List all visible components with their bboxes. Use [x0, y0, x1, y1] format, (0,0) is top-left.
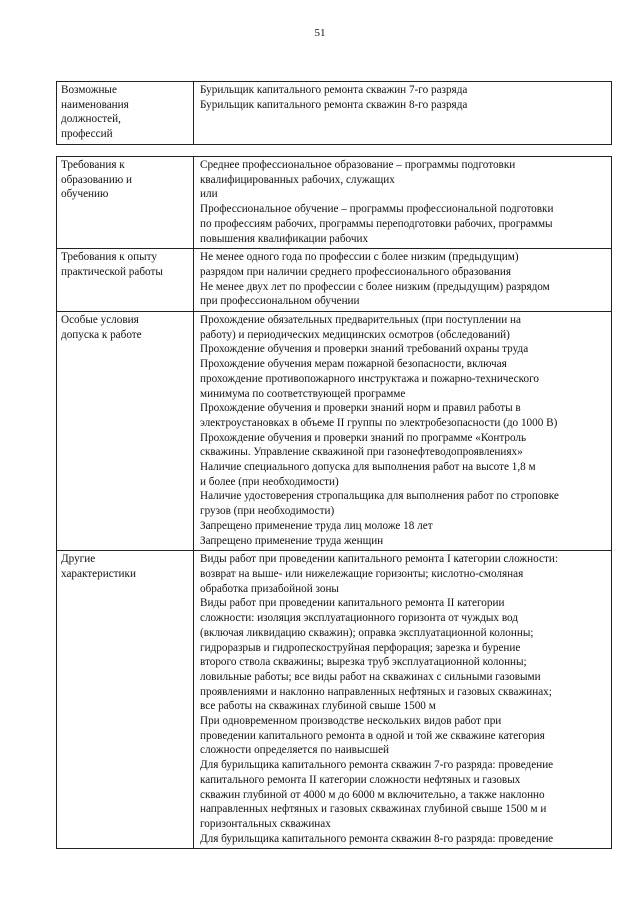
- row-value: [194, 157, 612, 249]
- value-line: Виды работ при проведении капитального ремонта I категории сложности:: [200, 553, 558, 566]
- value-line: Прохождение обучения мерам пожарной безопасности, включая: [200, 358, 507, 371]
- value-line: Среднее профессиональное образование – программы подготовки: [200, 159, 516, 171]
- value-line: скважины. Управление скважиной при газонефтеводопроявлениях»: [200, 446, 523, 459]
- row-label: [57, 82, 194, 145]
- value-line: проявлениями и наклонно направленных нефтяных и газовых скважинах;: [200, 685, 552, 698]
- value-line: капитального ремонта II категории сложности нефтяных и газовых: [200, 773, 521, 786]
- value-line: сложности определяется по наивысшей: [200, 744, 390, 757]
- table-row: [57, 249, 612, 312]
- value-line: Прохождение обучения и проверки знаний по программе «Контроль: [200, 431, 527, 444]
- value-line: обработка призабойной зоны: [200, 582, 339, 595]
- table-row: [57, 551, 612, 849]
- value-line: повышения квалификации рабочих: [200, 232, 369, 245]
- value-line: все работы на скважинах глубиной свыше 1500 м: [200, 700, 436, 713]
- value-line: Прохождение обязательных предварительных (при поступлении на: [200, 314, 521, 327]
- value-line: Прохождение обучения и проверки знаний требований охраны труда: [200, 343, 529, 356]
- row-label: [57, 249, 194, 312]
- value-line: прохождение противопожарного инструктажа и пожарно-технического: [200, 372, 540, 385]
- row-label: [57, 157, 194, 249]
- label-line: должностей,: [61, 113, 121, 126]
- label-line: обучению: [61, 188, 109, 201]
- label-line: Другие: [61, 553, 96, 566]
- label-line: характеристики: [61, 567, 136, 580]
- value-line: гидроразрыв и гидропескоструйная перфорация; зарезка и бурение: [200, 641, 521, 654]
- row-label: [57, 551, 194, 849]
- label-line: Особые условия: [61, 314, 139, 327]
- value-line: ловильные работы; все виды работ на скважинах с сильными газовыми: [200, 670, 541, 683]
- label-line: практической работы: [61, 265, 163, 278]
- value-line: второго ствола скважины; вырезка труб эксплуатационной колонны;: [200, 656, 527, 669]
- value-line: при профессиональном обучении: [200, 295, 360, 308]
- row-value: [194, 249, 612, 312]
- row-label: [57, 312, 194, 551]
- value-line: Профессиональное обучение – программы профессиональной подготовки: [200, 203, 554, 216]
- value-line: Запрещено применение труда лиц моложе 18 лет: [200, 519, 433, 532]
- value-line: Для бурильщика капитального ремонта скважин 8-го разряда: проведение: [200, 832, 554, 845]
- value-line: минимума по соответствующей программе: [200, 387, 406, 400]
- value-line: разрядом при наличии среднего профессионального образования: [200, 265, 511, 278]
- occupation-names-table: [56, 81, 612, 145]
- table-row: [57, 312, 612, 551]
- value-line: Наличие удостоверения стропальщика для выполнения работ по строповке: [200, 490, 559, 503]
- value-line: Наличие специального допуска для выполнения работ на высоте 1,8 м: [200, 461, 536, 474]
- value-line: по профессиям рабочих, программы переподготовки рабочих, программы: [200, 217, 553, 230]
- label-line: допуска к работе: [61, 328, 142, 341]
- value-line: возврат на выше- или нижележащие горизонты; кислотно-смоляная: [200, 567, 524, 580]
- row-value: [194, 312, 612, 551]
- page-number: 51: [314, 27, 326, 39]
- label-line: Требования к: [61, 159, 125, 171]
- value-line: Бурильщик капитального ремонта скважин 8-го разряда: [200, 98, 468, 111]
- label-line: образованию и: [61, 173, 133, 186]
- row-value: [194, 82, 612, 145]
- value-line: При одновременном производстве нескольких видов работ при: [200, 715, 502, 728]
- table-row: [57, 82, 612, 145]
- value-line: или: [200, 188, 218, 201]
- value-line: Не менее одного года по профессии с более низким (предыдущим): [200, 251, 519, 264]
- value-line: грузов (при необходимости): [200, 505, 335, 518]
- value-line: Запрещено применение труда женщин: [200, 534, 384, 547]
- value-line: проведении капитального ремонта в одной и той же скважине категория: [200, 729, 545, 742]
- label-line: Требования к опыту: [61, 251, 157, 264]
- value-line: Не менее двух лет по профессии с более низким (предыдущим) разрядом: [200, 280, 550, 293]
- value-line: Прохождение обучения и проверки знаний норм и правил работы в: [200, 402, 521, 415]
- row-value: [194, 551, 612, 849]
- value-line: направленных нефтяных и газовых скважинах глубиной свыше 1500 м и: [200, 803, 547, 816]
- value-line: сложности: изоляция эксплуатационного горизонта от чуждых вод: [200, 612, 518, 625]
- value-line: Виды работ при проведении капитального ремонта II категории: [200, 597, 505, 610]
- requirements-table: [56, 156, 612, 849]
- value-line: работу) и периодических медицинских осмотров (обследований): [200, 328, 510, 341]
- value-line: (включая ликвидацию скважин); оправка эксплуатационной колонны;: [200, 626, 534, 639]
- table-row: [57, 157, 612, 249]
- value-line: Бурильщик капитального ремонта скважин 7-го разряда: [200, 84, 468, 96]
- label-line: профессий: [61, 128, 113, 141]
- label-line: наименования: [61, 98, 129, 111]
- label-line: Возможные: [61, 84, 117, 96]
- value-line: и более (при необходимости): [200, 475, 339, 488]
- value-line: горизонтальных скважинах: [200, 817, 331, 830]
- value-line: Для бурильщика капитального ремонта скважин 7-го разряда: проведение: [200, 759, 554, 772]
- value-line: электроустановках в объеме II группы по электробезопасности (до 1000 В): [200, 416, 558, 429]
- value-line: квалифицированных рабочих, служащих: [200, 173, 395, 186]
- value-line: скважин глубиной от 4000 м до 6000 м включительно, а также наклонно: [200, 788, 545, 801]
